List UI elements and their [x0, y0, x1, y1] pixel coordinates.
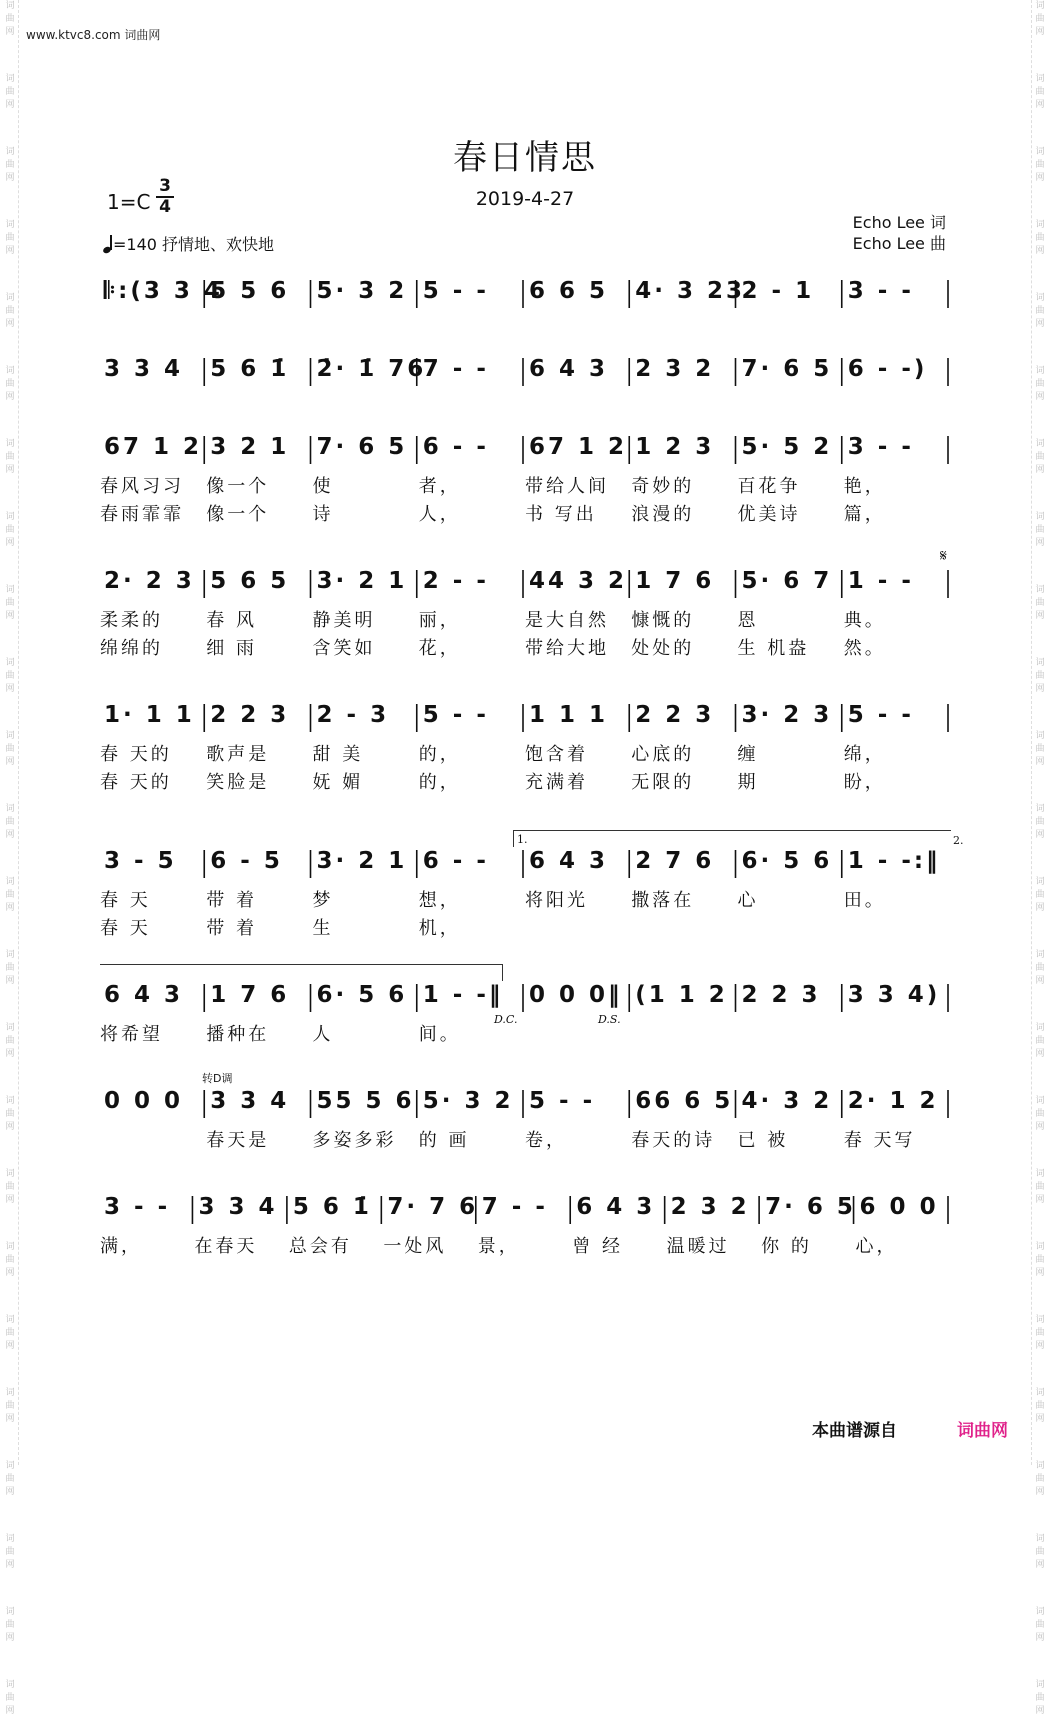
- time-signature-bottom: 4: [159, 197, 171, 217]
- lyric-segment: 春 天写: [843, 1130, 916, 1151]
- lyric-segment: 心，: [855, 1236, 898, 1257]
- measure: 1 - -‖: [422, 982, 504, 1008]
- score-line: [100, 702, 950, 738]
- lyric-segment: 静美明: [312, 610, 376, 631]
- measure: 2· 1 2: [847, 1088, 939, 1114]
- measure: 3 - -: [847, 434, 914, 460]
- measure: 3 2 1: [210, 434, 290, 460]
- watermark-text: 词 曲 网: [5, 74, 15, 110]
- measure: 2 2 3: [635, 702, 715, 728]
- measure: 5 - -: [529, 1088, 596, 1114]
- watermark-text: 词 曲 网: [1035, 1242, 1045, 1278]
- lyric-segment: 将希望: [100, 1024, 163, 1045]
- measure: 3 3 4: [210, 1088, 290, 1114]
- watermark-text: 词 曲 网: [5, 1388, 15, 1424]
- first-ending-bracket: [513, 830, 951, 847]
- lyric-segment: 春天是: [206, 1130, 270, 1151]
- lyric-segment: 带给大地: [525, 638, 609, 659]
- lyric-segment: 典。: [843, 610, 886, 631]
- measure: 2 3 2: [635, 356, 715, 382]
- measure: 6 - -: [422, 434, 489, 460]
- lyric-segment: 多姿多彩: [312, 1130, 397, 1151]
- watermark-text: 词 曲 网: [5, 877, 15, 913]
- measure: 66 6 5: [635, 1088, 734, 1114]
- lyric-segment: 田。: [843, 890, 886, 911]
- lyric-line: [100, 886, 950, 910]
- lyric-segment: 甜 美: [312, 744, 364, 765]
- lyric-segment: 浪漫的: [631, 504, 695, 525]
- footer-source: 本曲谱源自: [812, 1421, 897, 1441]
- watermark-text: 词 曲 网: [1035, 585, 1045, 621]
- lyric-segment: 人: [312, 1024, 334, 1045]
- lyric-segment: 已 被: [737, 1130, 789, 1151]
- barlines: [100, 356, 950, 392]
- lyric-segment: 是大自然: [525, 610, 609, 631]
- watermark-text: 词 曲 网: [5, 512, 15, 548]
- lyric-segment: 饱含着: [525, 744, 588, 765]
- watermark-text: 词 曲 网: [1035, 220, 1045, 256]
- lyric-segment: 绵，: [843, 744, 886, 765]
- quarter-note-icon: [103, 235, 113, 253]
- lyric-line: [100, 606, 950, 630]
- second-ending-label: 2.: [953, 834, 964, 847]
- left-watermark-strip: [2, 0, 19, 1716]
- measure: 6 4 3: [529, 356, 609, 382]
- watermark-text: 词 曲 网: [5, 658, 15, 694]
- watermark-text: 词 曲 网: [1035, 731, 1045, 767]
- lyric-segment: 处处的: [631, 638, 695, 659]
- lyric-segment: 篇，: [843, 504, 886, 525]
- lyric-segment: 春 风: [206, 610, 257, 631]
- measure: 5 6 1̇: [210, 356, 290, 382]
- measure: 67 1 2: [529, 434, 628, 460]
- lyric-segment: 机，: [418, 918, 461, 939]
- lyric-segment: 充满着: [525, 772, 588, 793]
- measure: 1 2 3: [635, 434, 715, 460]
- lyric-segment: 的 画: [418, 1130, 470, 1151]
- measure: 6 4 3: [576, 1194, 656, 1220]
- song-title: 春日情思: [453, 138, 597, 178]
- score-line: [100, 356, 950, 392]
- measure: 1 - -: [847, 568, 914, 594]
- lyric-segment: 歌声是: [206, 744, 270, 765]
- lyric-segment: 艳，: [843, 476, 886, 497]
- watermark-text: 词 曲 网: [1035, 366, 1045, 402]
- watermark-text: 词 曲 网: [5, 585, 15, 621]
- watermark-text: 词 曲 网: [1035, 1680, 1045, 1716]
- barlines: [100, 982, 950, 1018]
- lyric-segment: 百花争: [737, 476, 801, 497]
- lyric-segment: 在春天: [194, 1236, 258, 1257]
- lyric-segment: 人，: [418, 504, 461, 525]
- lyric-segment: 春风习习: [100, 476, 184, 497]
- measure: 67 1 2: [104, 434, 203, 460]
- lyric-segment: 的，: [418, 772, 461, 793]
- lyric-segment: 总会有: [288, 1236, 352, 1257]
- measure: 6 4 3: [104, 982, 184, 1008]
- measure: 2 7 6: [635, 848, 715, 874]
- lyric-segment: 一处风: [383, 1236, 447, 1257]
- barlines: [100, 568, 950, 604]
- measure: 6 - -: [422, 848, 489, 874]
- lyric-segment: 带 着: [206, 918, 257, 939]
- watermark-text: 词 曲 网: [5, 1096, 15, 1132]
- watermark-text: 词 曲 网: [1035, 877, 1045, 913]
- lyric-segment: 曾 经: [572, 1236, 623, 1257]
- dc-mark: D.C.: [494, 1013, 518, 1026]
- watermark-text: 词 曲 网: [5, 1315, 15, 1351]
- score-line: [100, 278, 950, 314]
- measure: 2 - 3: [316, 702, 390, 728]
- lyric-segment: 细 雨: [206, 638, 257, 659]
- lyric-segment: 像一个: [206, 504, 270, 525]
- measure: 5 5 6: [210, 278, 290, 304]
- lyric-segment: 满，: [100, 1236, 142, 1257]
- lyric-segment: 心: [737, 890, 759, 911]
- lyric-segment: 期: [737, 772, 759, 793]
- measure: 3 - 5: [104, 848, 177, 874]
- measure: 0 0 0: [104, 1088, 184, 1114]
- measure: 1· 1 1: [104, 702, 195, 728]
- measure: 6 - -): [847, 356, 928, 382]
- watermark-text: 词 曲 网: [1035, 1096, 1045, 1132]
- measure: 3 3 4: [104, 356, 184, 382]
- barlines: [100, 1088, 950, 1124]
- lyric-segment: 慷慨的: [631, 610, 695, 631]
- watermark-text: 词 曲 网: [5, 366, 15, 402]
- lyric-segment: 使: [312, 476, 334, 497]
- measure: 55 5 6: [316, 1088, 415, 1114]
- lyric-segment: 生 机盎: [737, 638, 810, 659]
- measure: 6· 5 6: [316, 982, 408, 1008]
- site-url[interactable]: www.ktvc8.com 词曲网: [26, 28, 161, 42]
- lyricist: Echo Lee 词: [852, 213, 946, 232]
- watermark-text: 词 曲 网: [5, 439, 15, 475]
- measure: 4· 3 23: [635, 278, 746, 304]
- watermark-text: 词 曲 网: [5, 1534, 15, 1570]
- measure: 2· 2 3: [104, 568, 195, 594]
- watermark-text: 词 曲 网: [1035, 1169, 1045, 1205]
- time-signature: [156, 178, 174, 216]
- tempo-text: =140 抒情地、欢快地: [113, 235, 275, 254]
- measure: 2 - 1: [741, 278, 815, 304]
- lyric-segment: 春 天的: [100, 744, 172, 765]
- barlines: [100, 278, 950, 314]
- measure: 2̇· 1̇ 76: [316, 356, 427, 382]
- lyric-line: [100, 472, 950, 496]
- lyric-segment: 将阳光: [525, 890, 588, 911]
- composer: Echo Lee 曲: [852, 234, 946, 253]
- lyric-segment: 播种在: [206, 1024, 270, 1045]
- measure: 5 6 1̇: [292, 1194, 372, 1220]
- measure: 7· 6 5: [316, 434, 408, 460]
- lyric-segment: 春 天: [100, 890, 151, 911]
- lyric-segment: 卷，: [525, 1130, 567, 1151]
- measure: 𝄆:(3 3 4: [104, 278, 223, 304]
- right-watermark-strip: [1031, 0, 1048, 1716]
- lyric-segment: 含笑如: [312, 638, 376, 659]
- score-line: [100, 848, 950, 884]
- measure: 6 0 0: [859, 1194, 939, 1220]
- lyric-segment: 心底的: [631, 744, 695, 765]
- lyric-segment: 春雨霏霏: [100, 504, 184, 525]
- watermark-text: 词 曲 网: [5, 1680, 15, 1716]
- lyric-segment: 春天的诗: [631, 1130, 716, 1151]
- lyric-segment: 奇妙的: [631, 476, 695, 497]
- watermark-text: 词 曲 网: [5, 804, 15, 840]
- watermark-text: 词 曲 网: [1035, 1, 1045, 37]
- lyric-line: [100, 500, 950, 524]
- lyric-segment: 缠: [737, 744, 759, 765]
- measure: (1 1 2: [635, 982, 728, 1008]
- measure: 6 - 5: [210, 848, 283, 874]
- measure: 3· 2 1: [316, 848, 408, 874]
- score-line: [100, 982, 950, 1018]
- lyric-segment: 梦: [312, 890, 334, 911]
- measure: 3· 2 3: [741, 702, 833, 728]
- lyric-segment: 景，: [477, 1236, 520, 1257]
- lyric-line: [100, 1126, 950, 1150]
- measure: 5 6 5: [210, 568, 290, 594]
- lyric-line: [100, 634, 950, 658]
- lyric-segment: 柔柔的: [100, 610, 163, 631]
- measure: 1 - -:‖: [847, 848, 941, 874]
- watermark-text: 词 曲 网: [1035, 1534, 1045, 1570]
- lyric-line: [100, 1232, 950, 1256]
- score-line: [100, 1194, 950, 1230]
- lyric-segment: 带 着: [206, 890, 257, 911]
- lyric-segment: 绵绵的: [100, 638, 163, 659]
- measure: 5· 6 7: [741, 568, 833, 594]
- watermark-text: 词 曲 网: [5, 731, 15, 767]
- watermark-text: 词 曲 网: [5, 1169, 15, 1205]
- lyric-segment: 像一个: [206, 476, 270, 497]
- lyric-segment: 书 写出: [525, 504, 597, 525]
- measure: 6 6 5: [529, 278, 609, 304]
- measure: 7 - -: [481, 1194, 548, 1220]
- watermark-text: 词 曲 网: [1035, 1607, 1045, 1643]
- barlines: [100, 1194, 950, 1230]
- measure: 7· 7 6: [387, 1194, 479, 1220]
- measure: 2 - -: [422, 568, 489, 594]
- lyric-segment: 春 天: [100, 918, 151, 939]
- lyric-segment: 者，: [418, 476, 461, 497]
- time-signature-top: 3: [159, 176, 171, 196]
- lyric-segment: 带给人间: [525, 476, 609, 497]
- watermark-text: 词 曲 网: [1035, 804, 1045, 840]
- measure: 5 - -: [422, 702, 489, 728]
- measure: 7 - -: [422, 356, 489, 382]
- measure: 7· 6 5: [765, 1194, 856, 1220]
- watermark-text: 词 曲 网: [1035, 439, 1045, 475]
- measure: 3 - -: [847, 278, 914, 304]
- watermark-text: 词 曲 网: [5, 1023, 15, 1059]
- measure: 1 1 1: [529, 702, 609, 728]
- lyric-segment: 温暖过: [666, 1236, 730, 1257]
- modulation-mark: 转D调: [202, 1072, 233, 1085]
- lyric-line: [100, 1020, 950, 1044]
- watermark-text: 词 曲 网: [1035, 147, 1045, 183]
- footer-brand-link[interactable]: 词曲网: [957, 1421, 1008, 1441]
- credits: [853, 212, 946, 254]
- measure: 2 2 3: [210, 702, 290, 728]
- lyric-line: [100, 768, 950, 792]
- lyric-segment: 你 的: [761, 1236, 812, 1257]
- barlines: [100, 702, 950, 738]
- lyric-segment: 笑脸是: [206, 772, 270, 793]
- watermark-text: 词 曲 网: [1035, 1388, 1045, 1424]
- watermark-text: 词 曲 网: [1035, 74, 1045, 110]
- score-line: [100, 1088, 950, 1124]
- lyric-segment: 无限的: [631, 772, 695, 793]
- measure: 3 3 4): [847, 982, 941, 1008]
- measure: 44 3 2: [529, 568, 628, 594]
- watermark-text: 词 曲 网: [5, 950, 15, 986]
- score-line: [100, 568, 950, 604]
- lyric-segment: 生: [312, 918, 334, 939]
- measure: 4· 3 2: [741, 1088, 833, 1114]
- measure: 5 - -: [422, 278, 489, 304]
- ds-mark: D.S.: [598, 1013, 621, 1026]
- watermark-text: 词 曲 网: [5, 1242, 15, 1278]
- lyric-segment: 的，: [418, 744, 461, 765]
- watermark-text: 词 曲 网: [5, 293, 15, 329]
- watermark-text: 词 曲 网: [1035, 512, 1045, 548]
- lyric-line: [100, 914, 950, 938]
- song-date: 2019-4-27: [475, 188, 575, 210]
- measure: 0 0 0‖: [529, 982, 623, 1008]
- barlines: [100, 434, 950, 470]
- lyric-segment: 撒落在: [631, 890, 695, 911]
- watermark-text: 词 曲 网: [5, 1607, 15, 1643]
- measure: 2 3 2: [670, 1194, 750, 1220]
- lyric-segment: 然。: [843, 638, 886, 659]
- watermark-text: 词 曲 网: [1035, 950, 1045, 986]
- measure: 1 7 6: [210, 982, 290, 1008]
- measure: 7· 6 5: [741, 356, 833, 382]
- watermark-text: 词 曲 网: [1035, 293, 1045, 329]
- lyric-segment: 优美诗: [737, 504, 801, 525]
- measure: 6 4 3: [529, 848, 609, 874]
- watermark-text: 词 曲 网: [1035, 1461, 1045, 1497]
- measure: 6· 5 6: [741, 848, 833, 874]
- lyric-segment: 妩 媚: [312, 772, 364, 793]
- lyric-segment: 盼，: [843, 772, 886, 793]
- watermark-text: 词 曲 网: [5, 147, 15, 183]
- lyric-segment: 丽，: [418, 610, 461, 631]
- lyric-line: [100, 740, 950, 764]
- measure: 2 2 3: [741, 982, 821, 1008]
- second-ending-bracket: [100, 964, 503, 981]
- watermark-text: 词 曲 网: [5, 1, 15, 37]
- measure: 5 - -: [847, 702, 914, 728]
- watermark-text: 词 曲 网: [1035, 1315, 1045, 1351]
- tempo-marking: [103, 232, 274, 255]
- measure: 3 3 4: [198, 1194, 278, 1220]
- watermark-text: 词 曲 网: [5, 1461, 15, 1497]
- measure: 3· 2 1: [316, 568, 408, 594]
- watermark-text: 词 曲 网: [5, 220, 15, 256]
- barlines: [100, 848, 950, 884]
- watermark-text: 词 曲 网: [1035, 658, 1045, 694]
- key-signature: 1=C: [107, 190, 151, 214]
- lyric-segment: 恩: [737, 610, 759, 631]
- watermark-text: 词 曲 网: [1035, 1023, 1045, 1059]
- lyric-segment: 花，: [418, 638, 461, 659]
- measure: 5· 3 2: [316, 278, 408, 304]
- segno-sign: 𝄋: [940, 546, 947, 565]
- lyric-segment: 间。: [418, 1024, 461, 1045]
- measure: 3 - -: [104, 1194, 171, 1220]
- lyric-segment: 春 天的: [100, 772, 172, 793]
- measure: 5· 3 2: [422, 1088, 514, 1114]
- score-line: [100, 434, 950, 470]
- measure: 5· 5 2: [741, 434, 833, 460]
- first-ending-label: 1.: [517, 833, 528, 846]
- lyric-segment: 诗: [312, 504, 334, 525]
- measure: 1 7 6: [635, 568, 715, 594]
- lyric-segment: 想，: [418, 890, 461, 911]
